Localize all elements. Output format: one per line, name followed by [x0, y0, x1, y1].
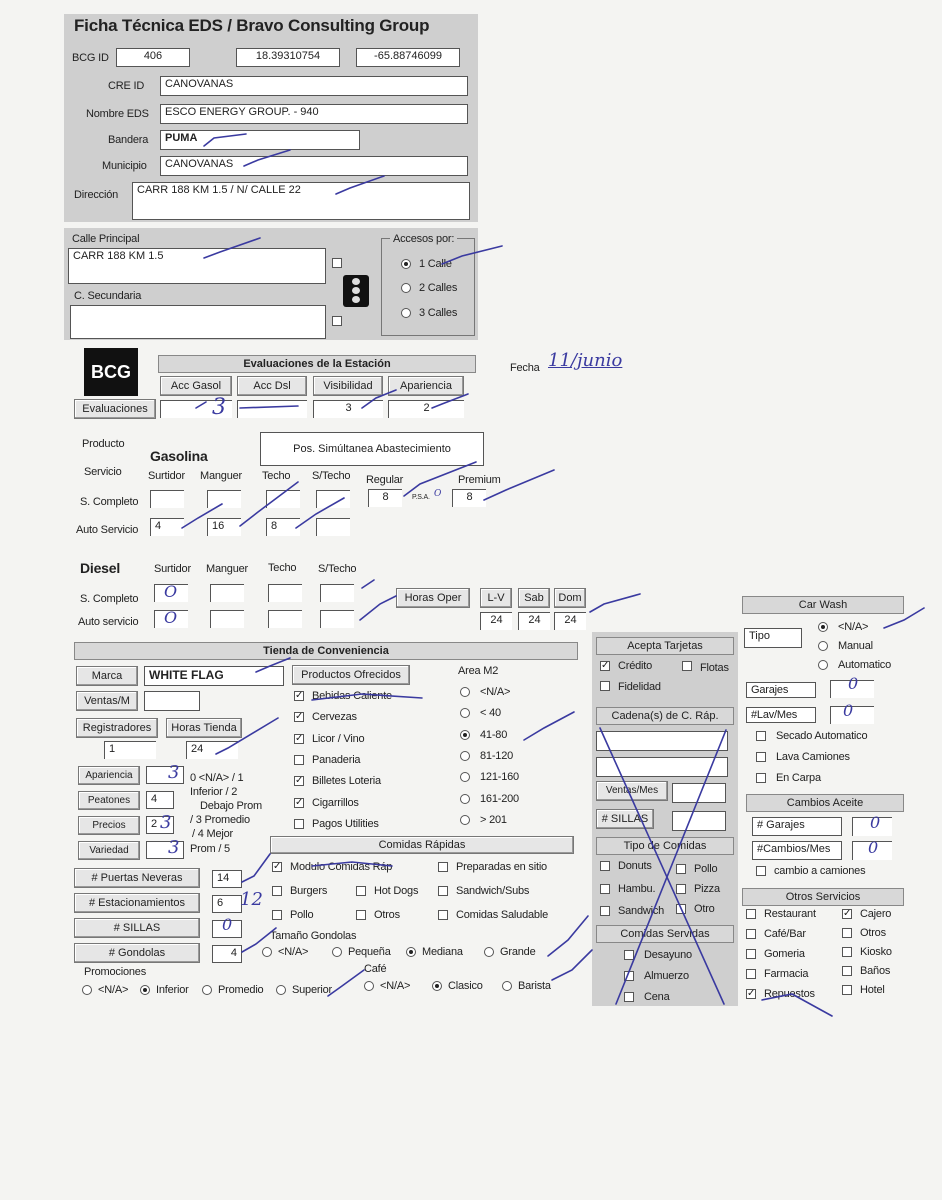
diesel-full-handwritten: O	[164, 582, 178, 601]
area-3-label: 81-120	[480, 749, 514, 762]
service-cajero-checkbox[interactable]: ✓	[843, 908, 852, 919]
fastfood-otros-label: Otros	[374, 909, 400, 921]
gas-self-techo[interactable]: 8	[266, 518, 300, 536]
diesel-self-handwritten: O	[164, 608, 178, 627]
gas-self-stecho[interactable]	[316, 518, 350, 536]
eval-value-acc-dsl[interactable]	[237, 400, 307, 418]
foodtype-hambu-label: Hambu.	[618, 883, 656, 895]
gas-col-techo: Techo	[262, 470, 291, 482]
card-credit-label: Crédito	[618, 660, 653, 672]
carwash-en-carpa-label: En Carpa	[776, 772, 821, 784]
coffee-barista-radio[interactable]	[502, 981, 512, 991]
rating-hand-prices: 3	[160, 812, 172, 833]
area-0-label: <N/A>	[480, 686, 511, 698]
carwash-secado-automatico-checkbox[interactable]	[756, 731, 766, 741]
gondola-size-title: Tamaño Gondolas	[270, 930, 357, 942]
oil-truck-checkbox[interactable]	[756, 866, 766, 876]
food-types-title: Tipo de Comidas	[596, 837, 734, 855]
rating-label-prices: Precios	[78, 816, 140, 835]
diesel-full-techo[interactable]	[268, 584, 302, 602]
regular-label: Regular	[366, 474, 404, 486]
access-radio-2[interactable]	[401, 283, 411, 293]
date-label: Fecha	[510, 362, 540, 374]
diesel-col-manguer: Manguer	[206, 563, 249, 575]
area-1-radio[interactable]	[460, 708, 470, 718]
address-field[interactable]: CARR 188 KM 1.5 / N/ CALLE 22	[132, 182, 470, 220]
coffee-barista-label: Barista	[518, 980, 551, 992]
gas-col-surtidor: Surtidor	[148, 470, 185, 482]
area-title: Area M2	[458, 665, 499, 677]
area-4-label: 121-160	[480, 771, 519, 784]
fridge-doors-field[interactable]: 14	[212, 870, 242, 888]
premium-field[interactable]: 8	[452, 489, 486, 507]
psa-label: P.S.A.	[412, 494, 430, 501]
area-0-radio[interactable]	[460, 687, 470, 697]
fastfood-hot-dogs-checkbox[interactable]	[356, 886, 366, 896]
access-option-1: 1 Calle	[419, 258, 452, 270]
card-loyalty-checkbox[interactable]	[600, 681, 610, 691]
gondola-n-a-label: <N/A>	[278, 946, 309, 958]
promo-inferior-radio[interactable]	[140, 985, 150, 995]
product-pagos-utilities-label: Pagos Utilities	[312, 817, 379, 830]
access-title: Accesos por:	[390, 233, 457, 245]
promotions-title: Promociones	[84, 966, 146, 978]
rating-hand-variety: 3	[168, 837, 180, 858]
rating-field-prices[interactable]: 2	[146, 816, 174, 834]
operating-hours-button[interactable]: Horas Oper	[396, 588, 470, 608]
brand-field[interactable]: WHITE FLAG	[144, 666, 284, 686]
card-fleet-label: Flotas	[700, 662, 729, 674]
fastfood-burgers-checkbox[interactable]	[272, 886, 282, 896]
municipality-label: Municipio	[102, 160, 147, 172]
meal-desayuno-label: Desayuno	[644, 949, 692, 961]
scale-line-4: / 3 Promedio	[190, 814, 250, 826]
meal-cena-checkbox[interactable]	[624, 992, 634, 1002]
area-5-label: 161-200	[480, 792, 519, 805]
store-title: Tienda de Conveniencia	[74, 642, 578, 660]
gas-col-manguer: Manguer	[200, 470, 243, 482]
foodtype-pizza-checkbox[interactable]	[676, 884, 686, 894]
flag-label: Bandera	[108, 134, 149, 146]
fastfood-comidas-saludable-checkbox[interactable]	[438, 910, 448, 920]
area-1-label: < 40	[480, 707, 501, 720]
fastfood-modulo-comidas-r-p-label: Modulo Comidas Ráp	[290, 861, 393, 873]
longitude-field[interactable]: -65.88746099	[356, 48, 460, 67]
service-kiosko-checkbox[interactable]	[842, 947, 852, 957]
cre-id-field[interactable]: CANOVANAS	[160, 76, 468, 96]
car-wash-garages-handwritten: 0	[848, 674, 859, 693]
promo-promedio-label: Promedio	[218, 984, 264, 996]
car-wash-title: Car Wash	[742, 596, 904, 614]
fridge-doors-label: # Puertas Neveras	[74, 868, 200, 888]
service-caf-bar-checkbox[interactable]	[746, 929, 756, 939]
fastfood-preparadas-en-sitio-checkbox[interactable]	[438, 862, 448, 872]
fastfood-sandwich-subs-checkbox[interactable]	[438, 886, 448, 896]
diesel-col-techo: Techo	[268, 562, 297, 574]
eval-col-appearance: Apariencia	[388, 376, 464, 396]
foodtype-donuts-label: Donuts	[618, 860, 652, 872]
chairs-label: # SILLAS	[74, 918, 200, 938]
card-fleet-checkbox[interactable]	[682, 661, 692, 671]
brand-label: Marca	[76, 666, 138, 686]
main-street-light-checkbox[interactable]	[332, 258, 342, 268]
fastfood-sandwich-subs-label: Sandwich/Subs	[456, 885, 530, 897]
service-restaurant-checkbox[interactable]	[746, 909, 756, 919]
promo-n-a-label: <N/A>	[98, 984, 129, 996]
fast-food-title: Comidas Rápidas	[270, 836, 574, 854]
diesel-self-manguer[interactable]	[210, 610, 244, 628]
diesel-col-stecho: S/Techo	[318, 563, 357, 575]
store-hours-label: Horas Tienda	[166, 718, 242, 738]
coffee-n-a-label: <N/A>	[380, 980, 411, 992]
promo-inferior-label: Inferior	[156, 984, 189, 996]
service-label: Servicio	[84, 466, 122, 478]
scale-line-3: Debajo Prom	[200, 800, 262, 812]
sales-label: Ventas/M	[76, 691, 138, 711]
chains-title: Cadena(s) de C. Ráp.	[596, 707, 734, 725]
main-street-field[interactable]: CARR 188 KM 1.5	[68, 248, 326, 284]
carwash-lava-camiones-checkbox[interactable]	[756, 752, 766, 762]
chains-chairs-field[interactable]	[672, 811, 726, 831]
eval-col-acc-dsl: Acc Dsl	[237, 376, 307, 396]
promo-n-a-radio[interactable]	[82, 985, 92, 995]
product-licor-vino-label: Licor / Vino	[312, 732, 365, 745]
oil-title: Cambios Aceite	[746, 794, 904, 812]
evaluations-title: Evaluaciones de la Estación	[158, 355, 476, 373]
carwash-secado-automatico-label: Secado Automatico	[776, 730, 868, 742]
bcg-id-label: BCG ID	[72, 52, 109, 64]
product-label: Producto	[82, 438, 125, 450]
hours-sab[interactable]: 24	[518, 612, 550, 630]
scale-line-5: / 4 Mejor	[192, 828, 233, 840]
hours-col-dom: Dom	[554, 588, 586, 608]
regular-field[interactable]: 8	[368, 489, 402, 507]
access-radio-3[interactable]	[401, 308, 411, 318]
meal-cena-label: Cena	[644, 991, 670, 1003]
service-repuestos-label: Repuestos	[764, 988, 815, 1000]
service-kiosko-label: Kiosko	[860, 946, 892, 958]
carwash-lava-camiones-label: Lava Camiones	[776, 751, 850, 763]
foodtype-donuts-checkbox[interactable]	[600, 861, 610, 871]
gas-self-manguer[interactable]: 16	[207, 518, 241, 536]
main-street-label: Calle Principal	[72, 233, 140, 245]
gas-full-techo[interactable]	[266, 490, 300, 508]
diesel-full-manguer[interactable]	[210, 584, 244, 602]
products-title: Productos Ofrecidos	[292, 665, 410, 685]
service-otros-label: Otros	[860, 927, 886, 939]
promo-superior-label: Superior	[292, 984, 332, 996]
secondary-street-field[interactable]	[70, 305, 326, 339]
gondola-grande-radio[interactable]	[484, 947, 494, 957]
rating-field-pedestrians[interactable]: 4	[146, 791, 174, 809]
gas-self-surtidor[interactable]: 4	[150, 518, 184, 536]
car-wash-type-field[interactable]: Tipo	[744, 628, 802, 648]
carwash-type-automatico-radio[interactable]	[818, 660, 828, 670]
foodtype-otro-label: Otro	[694, 903, 715, 915]
chains-sales-field[interactable]	[672, 783, 726, 803]
sales-field[interactable]	[144, 691, 200, 711]
eval-value-appearance[interactable]: 2	[388, 400, 464, 418]
fastfood-comidas-saludable-label: Comidas Saludable	[456, 909, 548, 921]
rating-label-variety: Variedad	[78, 841, 140, 860]
diesel-title: Diesel	[80, 560, 121, 576]
service-caf-bar-label: Café/Bar	[764, 928, 806, 940]
foodtype-otro-checkbox[interactable]	[676, 904, 686, 914]
coffee-title: Café	[364, 963, 387, 975]
oil-garages-label: # Garajes	[752, 817, 842, 836]
carwash-type-n-a-label: <N/A>	[838, 621, 869, 633]
chains-field-2[interactable]	[596, 757, 728, 777]
station-name-field[interactable]: ESCO ENERGY GROUP. - 940	[160, 104, 468, 124]
gondola-grande-label: Grande	[500, 946, 536, 958]
scale-line-2: Inferior / 2	[190, 786, 238, 798]
gondola-peque-a-label: Pequeña	[348, 946, 391, 958]
service-farmacia-checkbox[interactable]	[746, 969, 756, 979]
fastfood-pollo-checkbox[interactable]	[272, 910, 282, 920]
service-otros-checkbox[interactable]	[842, 928, 852, 938]
hours-dom[interactable]: 24	[554, 612, 586, 630]
diesel-self-techo[interactable]	[268, 610, 302, 628]
cre-id-label: CRE ID	[108, 80, 145, 92]
oil-changes-handwritten: 0	[868, 838, 879, 857]
access-radio-1[interactable]	[401, 259, 411, 269]
promo-promedio-radio[interactable]	[202, 985, 212, 995]
psa-handwritten: O	[434, 489, 442, 499]
service-ba-os-checkbox[interactable]	[842, 966, 852, 976]
product-pagos-utilities-checkbox[interactable]	[294, 819, 304, 829]
area-5-radio[interactable]	[460, 794, 470, 804]
parking-label: # Estacionamientos	[74, 893, 200, 913]
diesel-full-stecho[interactable]	[320, 584, 354, 602]
service-restaurant-label: Restaurant	[764, 908, 816, 920]
product-cigarrillos-checkbox[interactable]: ✓	[295, 796, 304, 808]
meal-desayuno-checkbox[interactable]	[624, 950, 634, 960]
fastfood-modulo-comidas-r-p-checkbox[interactable]: ✓	[273, 861, 282, 872]
foodtype-sandwich-label: Sandwich	[618, 905, 665, 917]
meals-title: Comidas Servidas	[596, 925, 734, 943]
gondola-mediana-label: Mediana	[422, 946, 463, 958]
fastfood-hot-dogs-label: Hot Dogs	[374, 885, 419, 897]
scale-line-1: 0 <N/A> / 1	[190, 772, 244, 784]
car-wash-washes-label: #Lav/Mes	[746, 707, 816, 723]
diesel-col-surtidor: Surtidor	[154, 563, 191, 575]
meal-almuerzo-checkbox[interactable]	[624, 971, 634, 981]
secondary-street-label: C. Secundaria	[74, 290, 142, 302]
product-cervezas-label: Cervezas	[312, 711, 357, 724]
chains-chairs-label: # SILLAS	[596, 809, 654, 829]
scale-line-6: Prom / 5	[190, 843, 230, 855]
parking-handwritten: 12	[240, 889, 263, 910]
simultaneous-supply-box: Pos. Simúltanea Abastecimiento	[260, 432, 484, 466]
area-4-radio[interactable]	[460, 772, 470, 782]
service-repuestos-checkbox[interactable]: ✓	[747, 988, 756, 999]
gondola-peque-a-radio[interactable]	[332, 947, 342, 957]
gas-full-stecho[interactable]	[316, 490, 350, 508]
service-ba-os-label: Baños	[860, 965, 891, 977]
registers-label: Registradores	[76, 718, 158, 738]
area-3-radio[interactable]	[460, 751, 470, 761]
station-name-label: Nombre EDS	[86, 108, 149, 120]
product-cigarrillos-label: Cigarrillos	[312, 796, 359, 809]
service-hotel-label: Hotel	[860, 984, 885, 996]
product-cervezas-checkbox[interactable]: ✓	[295, 711, 304, 723]
service-cajero-label: Cajero	[860, 908, 892, 920]
address-label: Dirección	[74, 189, 119, 201]
carwash-type-manual-label: Manual	[838, 640, 873, 652]
gas-row-full-label: S. Completo	[80, 496, 139, 508]
oil-changes-label: #Cambios/Mes	[752, 841, 842, 860]
other-services-title: Otros Servicios	[742, 888, 904, 906]
area-2-radio[interactable]	[460, 730, 470, 740]
gondola-mediana-radio[interactable]	[406, 947, 416, 957]
rating-hand-appearance: 3	[168, 762, 180, 783]
promo-superior-radio[interactable]	[276, 985, 286, 995]
page-title: Ficha Técnica EDS / Bravo Consulting Group	[74, 16, 430, 35]
foodtype-hambu-checkbox[interactable]	[600, 884, 610, 894]
card-loyalty-label: Fidelidad	[618, 681, 661, 693]
coffee-n-a-radio[interactable]	[364, 981, 374, 991]
chains-sales-label: Ventas/Mes	[596, 781, 668, 801]
service-gomeria-label: Gomeria	[764, 948, 805, 960]
foodtype-pizza-label: Pizza	[694, 883, 720, 895]
parking-field[interactable]: 6	[212, 895, 242, 913]
card-credit-checkbox[interactable]: ✓	[601, 660, 610, 671]
municipality-field[interactable]: CANOVANAS	[160, 156, 468, 176]
eval-col-acc-gasol: Acc Gasol	[160, 376, 232, 396]
fastfood-otros-checkbox[interactable]	[356, 910, 366, 920]
product-bebidas-caliente-label: Bebidas Caliente	[312, 690, 392, 702]
eval-acc-gasol-handwritten: 3	[212, 395, 226, 420]
evaluations-button[interactable]: Evaluaciones	[74, 399, 156, 419]
rating-label-pedestrians: Peatones	[78, 791, 140, 810]
store-hours-field[interactable]: 24	[186, 741, 238, 759]
product-panaderia-label: Panaderia	[312, 753, 361, 766]
area-6-label: > 201	[480, 813, 507, 826]
cards-title: Acepta Tarjetas	[596, 637, 734, 655]
hours-lv[interactable]: 24	[480, 612, 512, 630]
product-billetes-loteria-checkbox[interactable]: ✓	[295, 775, 304, 787]
gas-full-manguer[interactable]	[207, 490, 241, 508]
flag-field[interactable]: PUMA	[160, 130, 360, 150]
diesel-row-self-label: Auto servicio	[78, 616, 139, 628]
service-farmacia-label: Farmacia	[764, 968, 809, 980]
product-billetes-loteria-label: Billetes Loteria	[312, 775, 381, 788]
latitude-field[interactable]: 18.39310754	[236, 48, 340, 67]
coffee-clasico-radio[interactable]	[432, 981, 442, 991]
gondolas-label: # Gondolas	[74, 943, 200, 963]
gondolas-field[interactable]: 4	[212, 945, 242, 963]
service-gomeria-checkbox[interactable]	[746, 949, 756, 959]
gondola-n-a-radio[interactable]	[262, 947, 272, 957]
eval-col-visibility: Visibilidad	[313, 376, 383, 396]
carwash-type-automatico-label: Automatico	[838, 659, 892, 671]
car-wash-washes-handwritten: 0	[843, 701, 854, 720]
car-wash-garages-label: Garajes	[746, 682, 816, 698]
fastfood-pollo-label: Pollo	[290, 909, 314, 921]
bcg-logo: BCG	[84, 348, 138, 396]
area-6-radio[interactable]	[460, 815, 470, 825]
premium-label: Premium	[458, 474, 501, 486]
gas-row-self-label: Auto Servicio	[76, 524, 139, 536]
carwash-type-n-a-radio[interactable]	[818, 622, 828, 632]
service-hotel-checkbox[interactable]	[842, 985, 852, 995]
gas-full-surtidor[interactable]	[150, 490, 184, 508]
chains-field-1[interactable]	[596, 731, 728, 751]
carwash-en-carpa-checkbox[interactable]	[756, 773, 766, 783]
coffee-clasico-label: Clasico	[448, 980, 483, 992]
oil-truck-label: cambio a camiones	[774, 865, 866, 877]
date-handwritten: 11/junio	[548, 350, 623, 371]
area-2-label: 41-80	[480, 728, 508, 741]
gas-col-stecho: S/Techo	[312, 470, 351, 482]
diesel-row-full-label: S. Completo	[80, 593, 139, 605]
meal-almuerzo-label: Almuerzo	[644, 970, 689, 982]
foodtype-pollo-checkbox[interactable]	[676, 864, 686, 874]
hours-col-lv: L-V	[480, 588, 512, 608]
diesel-self-stecho[interactable]	[320, 610, 354, 628]
foodtype-sandwich-checkbox[interactable]	[600, 906, 610, 916]
product-licor-vino-checkbox[interactable]: ✓	[295, 732, 304, 744]
secondary-street-light-checkbox[interactable]	[332, 316, 342, 326]
registers-field[interactable]: 1	[104, 741, 156, 759]
fastfood-preparadas-en-sitio-label: Preparadas en sitio	[456, 861, 547, 873]
product-panaderia-checkbox[interactable]	[294, 755, 304, 765]
product-bebidas-caliente-checkbox[interactable]: ✓	[295, 690, 304, 701]
rating-label-appearance: Apariencia	[78, 766, 140, 785]
traffic-light-icon	[343, 275, 369, 307]
bcg-id-field[interactable]: 406	[116, 48, 190, 67]
fastfood-burgers-label: Burgers	[290, 885, 328, 897]
hours-col-sab: Sab	[518, 588, 550, 608]
oil-garages-handwritten: 0	[870, 813, 881, 832]
carwash-type-manual-radio[interactable]	[818, 641, 828, 651]
foodtype-pollo-label: Pollo	[694, 863, 718, 875]
eval-value-visibility[interactable]: 3	[313, 400, 383, 418]
access-option-2: 2 Calles	[419, 282, 458, 294]
access-option-3: 3 Calles	[419, 307, 458, 319]
gasoline-title: Gasolina	[150, 448, 208, 464]
chairs-handwritten: 0	[222, 915, 233, 934]
